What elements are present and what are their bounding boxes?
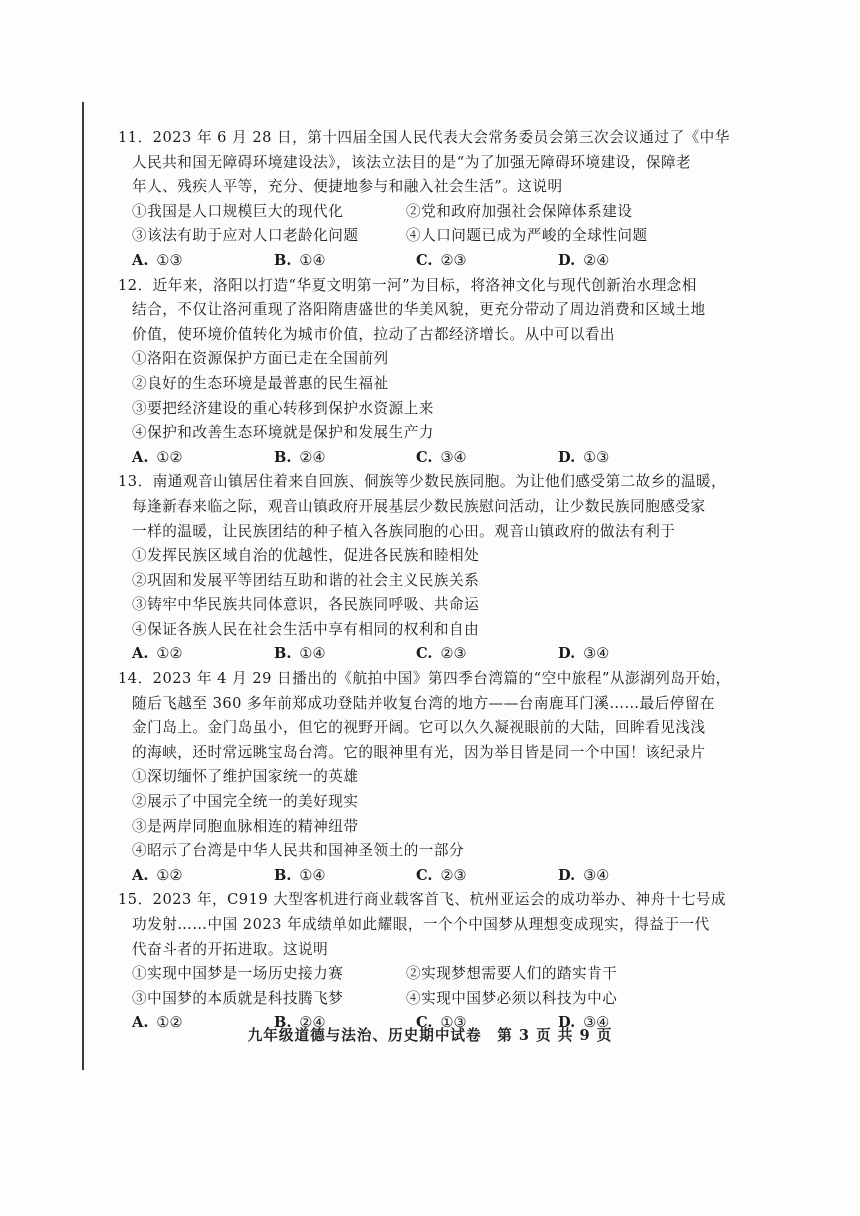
answer-option [274,642,416,667]
answer-option [416,446,558,471]
question-13 [118,470,727,667]
option-text: ①③ [156,251,183,269]
statement: ④昭示了台湾是中华人民共和国神圣领土的一部分 [132,842,465,860]
statement: ①深切缅怀了维护国家统一的英雄 [132,768,359,786]
statement-row [118,200,718,225]
answer-options [118,249,718,274]
answer-options [118,864,718,889]
question-stem-line: 一样的温暖，让民族团结的种子植入各族同胞的心田。观音山镇政府的做法有利于 [132,522,676,540]
statement: ③中国梦的本质就是科技腾飞梦 [132,989,344,1007]
question-stem: 15．2023 年，C919 大型客机进行商业载客首飞、杭州亚运会的成功举办、神舟十七号成 [118,891,727,909]
option-text: ①④ [299,866,326,884]
statement: ④人口问题已成为严峻的全球性问题 [406,227,648,245]
question-stem: 14．2023 年 4 月 29 日播出的《航拍中国》第四季台湾篇的“空中旅程”从澎湖列岛开始， [118,670,731,688]
answer-option [132,446,274,471]
question-stem-line: 价值，使环境价值转化为城市价值，拉动了古都经济增长。从中可以看出 [132,325,616,343]
option-text: ①② [156,448,183,466]
question-stem-line: 每逢新春来临之际，观音山镇政府开展基层少数民族慰问活动，让少数民族同胞感受家 [132,497,706,515]
statement-row [118,224,718,249]
option-text: ①③ [440,1014,467,1032]
option-text: ②③ [440,645,467,663]
option-letter: C. [416,645,433,663]
answer-option [274,446,416,471]
option-text: ②③ [440,251,467,269]
option-letter: C. [416,866,433,884]
option-text: ③④ [583,1014,610,1032]
option-text: ③④ [583,645,610,663]
question-stem-line: 年人、残疾人平等，充分、便捷地参与和融入社会生活”。这说明 [132,178,563,196]
answer-option [558,249,700,274]
question-stem: 11．2023 年 6 月 28 日，第十四届全国人民代表大会常务委员会第三次会议通过了《中华 [118,129,730,146]
answer-option [132,642,274,667]
option-letter: B. [274,645,292,663]
answer-option [132,249,274,274]
statement: ①洛阳在资源保护方面已走在全国前列 [132,350,389,368]
questions-area [118,126,731,1036]
answer-option [558,864,700,889]
option-text: ③④ [583,866,610,884]
option-text: ②③ [440,866,467,884]
option-letter: B. [274,1014,292,1032]
statement: ③该法有助于应对人口老龄化问题 [132,227,359,245]
statement: ④保护和改善生态环境就是保护和发展生产力 [132,424,434,442]
statement: ③要把经济建设的重心转移到保护水资源上来 [132,399,434,417]
answer-option [274,249,416,274]
option-letter: D. [558,251,576,269]
statement: ②展示了中国完全统一的美好现实 [132,793,359,811]
question-12 [118,274,718,471]
question-stem-line: 的海峡，还时常远眺宝岛台湾。它的眼神里有光，因为举目皆是同一个中国！该纪录片 [132,743,706,761]
question-15 [118,888,727,1036]
option-letter: C. [416,1014,433,1032]
binding-margin-line [82,102,84,1070]
option-text: ③④ [440,448,467,466]
statement-row [118,987,718,1012]
question-11 [118,126,730,274]
option-text: ①② [156,866,183,884]
statement: ③是两岸同胞血脉相连的精神纽带 [132,817,359,835]
answer-option [558,642,700,667]
option-text: ①③ [583,448,610,466]
answer-options [118,642,718,667]
option-letter: C. [416,251,433,269]
answer-options [118,446,718,471]
option-text: ①② [156,645,183,663]
answer-option [416,249,558,274]
question-stem-line: 功发射……中国 2023 年成绩单如此耀眼，一个个中国梦从理想变成现实，得益于一代 [132,916,710,933]
question-stem-line: 人民共和国无障碍环境建设法》，该法立法目的是“为了加强无障碍环境建设，保障老 [132,153,692,171]
statement: ①我国是人口规模巨大的现代化 [132,202,344,220]
option-text: ②④ [299,1014,326,1032]
option-text: ①④ [299,251,326,269]
statement: ④实现中国梦必须以科技为中心 [406,989,618,1007]
option-letter: B. [274,866,292,884]
question-stem: 13．南通观音山镇居住着来自回族、侗族等少数民族同胞。为让他们感受第二故乡的温暖， [118,473,727,491]
statement: ②党和政府加强社会保障体系建设 [406,202,633,220]
answer-option [132,864,274,889]
statement: ①实现中国梦是一场历史接力赛 [132,965,344,983]
statement: ②实现梦想需要人们的踏实肯干 [406,965,618,983]
option-letter: A. [132,448,149,466]
option-letter: A. [132,645,149,663]
question-stem-line: 金门岛上。金门岛虽小，但它的视野开阔。它可以久久凝视眼前的大陆，回眸看见浅浅 [132,719,706,737]
statement: ①发挥民族区域自治的优越性，促进各民族和睦相处 [132,547,480,565]
option-text: ①④ [299,645,326,663]
option-letter: C. [416,448,433,466]
option-letter: A. [132,866,149,884]
option-letter: B. [274,251,292,269]
option-letter: D. [558,1014,576,1032]
question-stem-line: 结合，不仅让洛河重现了洛阳隋唐盛世的华美风貌，更充分带动了周边消费和区域土地 [132,301,706,319]
answer-option [416,642,558,667]
statement-row [118,962,718,987]
option-letter: D. [558,448,576,466]
statement: ②巩固和发展平等团结互助和谐的社会主义民族关系 [132,571,480,589]
statement: ③铸牢中华民族共同体意识，各民族同呼吸、共命运 [132,596,480,614]
question-stem-line: 随后飞越至 360 多年前郑成功登陆并收复台湾的地方——台南鹿耳门溪……最后停留在 [132,694,716,712]
question-14 [118,667,731,888]
option-letter: A. [132,1014,149,1032]
option-text: ①② [156,1014,183,1032]
option-letter: D. [558,645,576,663]
statement: ②良好的生态环境是最普惠的民生福祉 [132,374,389,392]
answer-option [416,864,558,889]
statement: ④保证各族人民在社会生活中享有相同的权利和自由 [132,620,480,638]
question-stem-line: 代奋斗者的开拓进取。这说明 [132,940,329,958]
answer-option [558,446,700,471]
option-letter: A. [132,251,149,269]
option-letter: B. [274,448,292,466]
option-text: ②④ [583,251,610,269]
option-letter: D. [558,866,576,884]
question-stem: 12．近年来，洛阳以打造“华夏文明第一河”为目标，将洛神文化与现代创新治水理念相 [118,276,697,294]
option-text: ②④ [299,448,326,466]
answer-option [274,864,416,889]
page-footer: 九年级道德与法治、历史期中试卷 第 3 页 共 9 页 [247,1027,613,1044]
